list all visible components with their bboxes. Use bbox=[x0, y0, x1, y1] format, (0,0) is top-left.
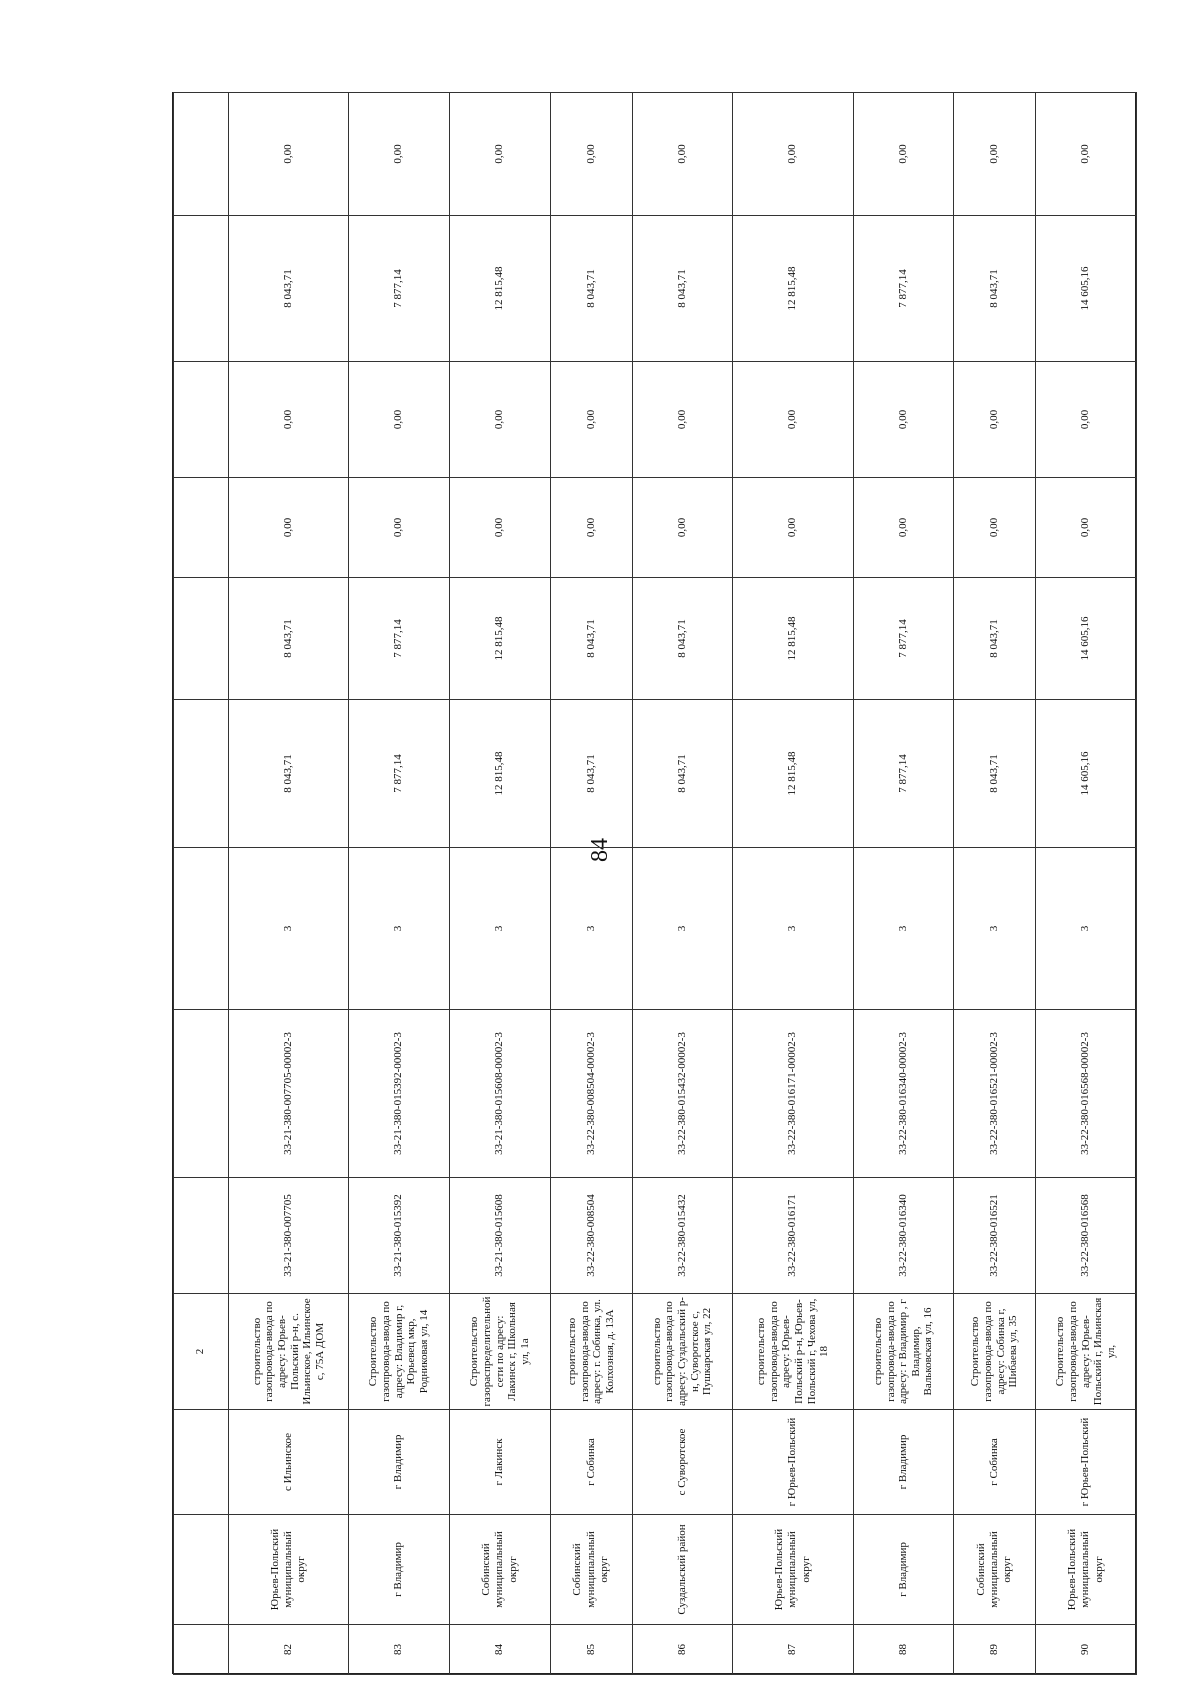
amount-cell-4: 0,00 bbox=[550, 362, 632, 478]
header-cell bbox=[174, 362, 229, 478]
full-code-cell: 33-22-380-016521-00002-3 bbox=[954, 1010, 1036, 1178]
settlement-cell: г Собинка bbox=[954, 1410, 1036, 1515]
full-code-cell: 33-21-380-007705-00002-3 bbox=[229, 1010, 349, 1178]
description-cell: строительство газопровода-ввода по адресу: Суздальский р-н, Суворотское с, Пушкарская ул, 22 bbox=[632, 1294, 733, 1410]
amount-cell-6: 0,00 bbox=[632, 93, 733, 216]
municipality-cell: Юрьев-Польский муниципальный округ bbox=[733, 1515, 853, 1625]
amount-cell-5: 12 815,48 bbox=[733, 216, 853, 362]
category-cell: 3 bbox=[954, 848, 1036, 1010]
amount-cell-6: 0,00 bbox=[733, 93, 853, 216]
description-cell: строительство газопровода-ввода по адресу: г. Собинка, ул. Колхозная, д. 13А bbox=[550, 1294, 632, 1410]
amount-cell-2: 14 605,16 bbox=[1036, 578, 1137, 700]
settlement-cell: г Владимир bbox=[349, 1410, 450, 1515]
object-code-cell: 33-21-380-007705 bbox=[229, 1178, 349, 1294]
amount-cell-2: 8 043,71 bbox=[229, 578, 349, 700]
category-cell: 3 bbox=[1036, 848, 1137, 1010]
row-number-cell: 88 bbox=[853, 1625, 954, 1675]
amount-cell-1: 8 043,71 bbox=[632, 700, 733, 848]
amount-cell-6: 0,00 bbox=[550, 93, 632, 216]
description-cell: строительство газопровода-ввода по адресу: Юрьев-Польский р-н, с. Ильинское, Ильинское с, 75А ДОМ bbox=[229, 1294, 349, 1410]
object-code-cell: 33-21-380-015608 bbox=[450, 1178, 551, 1294]
amount-cell-6: 0,00 bbox=[1036, 93, 1137, 216]
amount-cell-4: 0,00 bbox=[349, 362, 450, 478]
object-code-cell: 33-22-380-008504 bbox=[550, 1178, 632, 1294]
amount-cell-5: 7 877,14 bbox=[853, 216, 954, 362]
full-code-cell: 33-22-380-016340-00002-3 bbox=[853, 1010, 954, 1178]
amount-cell-2: 12 815,48 bbox=[450, 578, 551, 700]
amount-cell-4: 0,00 bbox=[632, 362, 733, 478]
rotated-table-container bbox=[173, 93, 1137, 1675]
amount-cell-3: 0,00 bbox=[229, 478, 349, 578]
amount-cell-3: 0,00 bbox=[853, 478, 954, 578]
table-row bbox=[954, 93, 1036, 1675]
amount-cell-4: 0,00 bbox=[450, 362, 551, 478]
amount-cell-3: 0,00 bbox=[632, 478, 733, 578]
municipality-cell: Суздальский район bbox=[632, 1515, 733, 1625]
object-code-cell: 33-22-380-016171 bbox=[733, 1178, 853, 1294]
table-row bbox=[632, 93, 733, 1675]
row-number-cell: 86 bbox=[632, 1625, 733, 1675]
amount-cell-1: 14 605,16 bbox=[1036, 700, 1137, 848]
category-cell: 3 bbox=[550, 848, 632, 1010]
amount-cell-5: 8 043,71 bbox=[954, 216, 1036, 362]
object-code-cell: 33-22-380-015432 bbox=[632, 1178, 733, 1294]
amount-cell-2: 12 815,48 bbox=[733, 578, 853, 700]
amount-cell-1: 12 815,48 bbox=[450, 700, 551, 848]
amount-cell-4: 0,00 bbox=[229, 362, 349, 478]
row-number-cell: 84 bbox=[450, 1625, 551, 1675]
table-row bbox=[550, 93, 632, 1675]
description-cell: Строительство газопровода-ввода по адресу: Юрьев-Польский г, Ильинская ул, bbox=[1036, 1294, 1137, 1410]
page-number-text: 84 bbox=[587, 838, 613, 862]
municipality-cell: Собинский муниципальный округ bbox=[550, 1515, 632, 1625]
data-table bbox=[173, 92, 1137, 1675]
amount-cell-2: 7 877,14 bbox=[349, 578, 450, 700]
description-cell: Строительство газораспределительной сети по адресу: Лакинск г, Школьная ул, 1а bbox=[450, 1294, 551, 1410]
amount-cell-5: 7 877,14 bbox=[349, 216, 450, 362]
category-cell: 3 bbox=[450, 848, 551, 1010]
settlement-cell: г Юрьев-Польский bbox=[733, 1410, 853, 1515]
description-cell: Строительство газопровода-ввода по адресу: Собинка г, Шибаева ул, 35 bbox=[954, 1294, 1036, 1410]
amount-cell-4: 0,00 bbox=[954, 362, 1036, 478]
category-cell: 3 bbox=[632, 848, 733, 1010]
data-table-frame bbox=[172, 92, 1136, 1674]
category-cell: 3 bbox=[349, 848, 450, 1010]
row-number-cell: 87 bbox=[733, 1625, 853, 1675]
table-body bbox=[174, 93, 1137, 1675]
table-row bbox=[733, 93, 853, 1675]
amount-cell-4: 0,00 bbox=[733, 362, 853, 478]
table-header-row bbox=[174, 93, 229, 1675]
table-row bbox=[853, 93, 954, 1675]
amount-cell-4: 0,00 bbox=[853, 362, 954, 478]
table-row bbox=[229, 93, 349, 1675]
header-cell bbox=[174, 1410, 229, 1515]
description-cell: Строительство газопровода-ввода по адресу: Владимир г, Юрьевец мкр, Родниковая ул, 14 bbox=[349, 1294, 450, 1410]
amount-cell-5: 8 043,71 bbox=[550, 216, 632, 362]
table-row bbox=[349, 93, 450, 1675]
amount-cell-2: 8 043,71 bbox=[550, 578, 632, 700]
category-cell: 3 bbox=[733, 848, 853, 1010]
amount-cell-3: 0,00 bbox=[733, 478, 853, 578]
header-cell bbox=[174, 1010, 229, 1178]
header-cell: 2 bbox=[174, 1294, 229, 1410]
full-code-cell: 33-22-380-008504-00002-3 bbox=[550, 1010, 632, 1178]
header-cell bbox=[174, 1515, 229, 1625]
amount-cell-2: 8 043,71 bbox=[954, 578, 1036, 700]
amount-cell-2: 7 877,14 bbox=[853, 578, 954, 700]
object-code-cell: 33-21-380-015392 bbox=[349, 1178, 450, 1294]
header-cell bbox=[174, 216, 229, 362]
amount-cell-1: 8 043,71 bbox=[229, 700, 349, 848]
amount-cell-6: 0,00 bbox=[349, 93, 450, 216]
amount-cell-6: 0,00 bbox=[853, 93, 954, 216]
amount-cell-5: 8 043,71 bbox=[632, 216, 733, 362]
header-cell bbox=[174, 1178, 229, 1294]
header-cell bbox=[174, 578, 229, 700]
municipality-cell: Собинский муниципальный округ bbox=[954, 1515, 1036, 1625]
amount-cell-1: 7 877,14 bbox=[853, 700, 954, 848]
row-number-cell: 89 bbox=[954, 1625, 1036, 1675]
settlement-cell: г Собинка bbox=[550, 1410, 632, 1515]
row-number-cell: 82 bbox=[229, 1625, 349, 1675]
settlement-cell: с Ильинское bbox=[229, 1410, 349, 1515]
amount-cell-2: 8 043,71 bbox=[632, 578, 733, 700]
settlement-cell: с Суворотское bbox=[632, 1410, 733, 1515]
amount-cell-4: 0,00 bbox=[1036, 362, 1137, 478]
category-cell: 3 bbox=[229, 848, 349, 1010]
object-code-cell: 33-22-380-016521 bbox=[954, 1178, 1036, 1294]
amount-cell-1: 8 043,71 bbox=[954, 700, 1036, 848]
municipality-cell: Юрьев-Польский муниципальный округ bbox=[229, 1515, 349, 1625]
description-cell: строительство газопровода-ввода по адресу: Юрьев-Польский р-н, Юрьев-Польский г, Чехова ул, 18 bbox=[733, 1294, 853, 1410]
full-code-cell: 33-22-380-016171-00002-3 bbox=[733, 1010, 853, 1178]
amount-cell-6: 0,00 bbox=[229, 93, 349, 216]
amount-cell-3: 0,00 bbox=[1036, 478, 1137, 578]
row-number-cell: 85 bbox=[550, 1625, 632, 1675]
amount-cell-3: 0,00 bbox=[450, 478, 551, 578]
description-cell: строительство газопровода-ввода по адресу: г Владимир , г Владимир, Вальковская ул, 16 bbox=[853, 1294, 954, 1410]
table-row bbox=[1036, 93, 1137, 1675]
amount-cell-5: 12 815,48 bbox=[450, 216, 551, 362]
full-code-cell: 33-21-380-015392-00002-3 bbox=[349, 1010, 450, 1178]
amount-cell-5: 8 043,71 bbox=[229, 216, 349, 362]
category-cell: 3 bbox=[853, 848, 954, 1010]
municipality-cell: Собинский муниципальный округ bbox=[450, 1515, 551, 1625]
amount-cell-3: 0,00 bbox=[349, 478, 450, 578]
amount-cell-6: 0,00 bbox=[954, 93, 1036, 216]
header-cell bbox=[174, 1625, 229, 1675]
settlement-cell: г Лакинск bbox=[450, 1410, 551, 1515]
full-code-cell: 33-21-380-015608-00002-3 bbox=[450, 1010, 551, 1178]
municipality-cell: г Владимир bbox=[349, 1515, 450, 1625]
header-cell bbox=[174, 700, 229, 848]
table-row bbox=[450, 93, 551, 1675]
municipality-cell: г Владимир bbox=[853, 1515, 954, 1625]
full-code-cell: 33-22-380-015432-00002-3 bbox=[632, 1010, 733, 1178]
full-code-cell: 33-22-380-016568-00002-3 bbox=[1036, 1010, 1137, 1178]
amount-cell-3: 0,00 bbox=[954, 478, 1036, 578]
amount-cell-1: 7 877,14 bbox=[349, 700, 450, 848]
header-cell bbox=[174, 93, 229, 216]
settlement-cell: г Владимир bbox=[853, 1410, 954, 1515]
row-number-cell: 90 bbox=[1036, 1625, 1137, 1675]
object-code-cell: 33-22-380-016340 bbox=[853, 1178, 954, 1294]
municipality-cell: Юрьев-Польский муниципальный округ bbox=[1036, 1515, 1137, 1625]
row-number-cell: 83 bbox=[349, 1625, 450, 1675]
header-cell bbox=[174, 848, 229, 1010]
object-code-cell: 33-22-380-016568 bbox=[1036, 1178, 1137, 1294]
header-cell bbox=[174, 478, 229, 578]
settlement-cell: г Юрьев-Польский bbox=[1036, 1410, 1137, 1515]
amount-cell-6: 0,00 bbox=[450, 93, 551, 216]
amount-cell-3: 0,00 bbox=[550, 478, 632, 578]
amount-cell-5: 14 605,16 bbox=[1036, 216, 1137, 362]
amount-cell-1: 8 043,71 bbox=[550, 700, 632, 848]
amount-cell-1: 12 815,48 bbox=[733, 700, 853, 848]
